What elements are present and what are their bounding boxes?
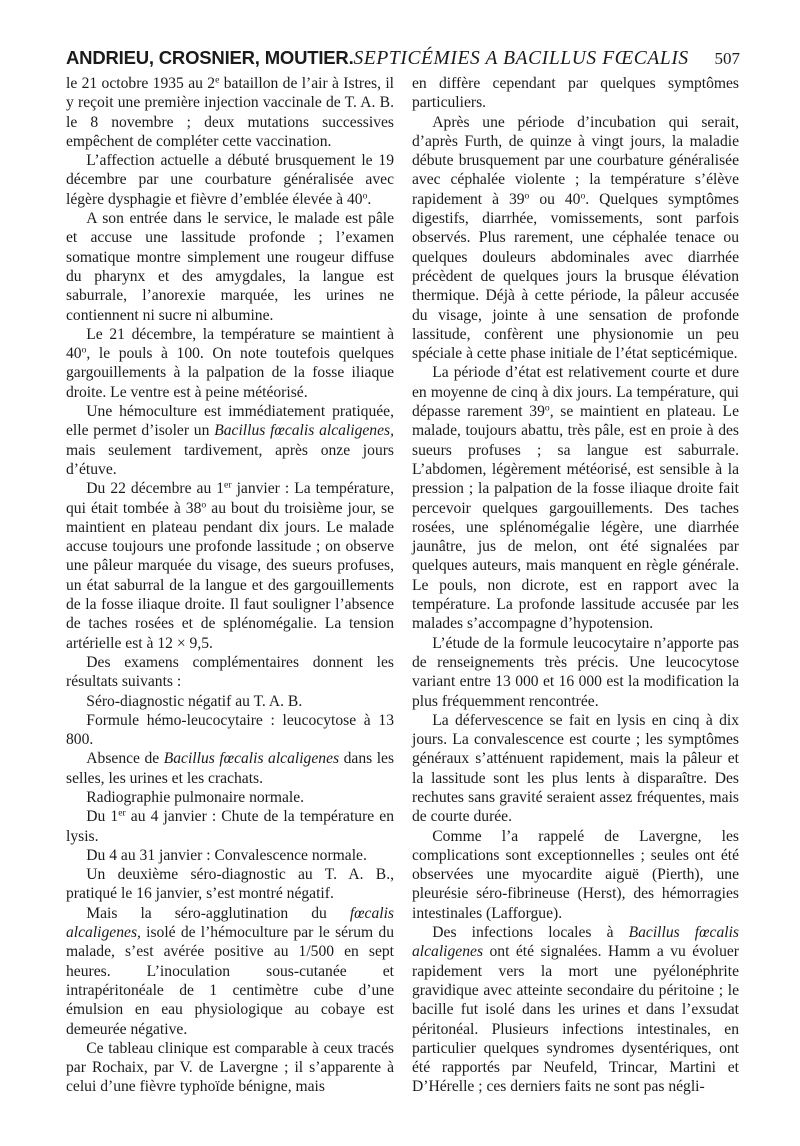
paragraph: Radiographie pulmonaire normale. — [86, 788, 305, 806]
running-head — [66, 40, 740, 76]
paragraph: Un deuxième séro-diagnostic au T. A. B., pratiqué le 16 janvier, s’est montré négatif. — [66, 866, 394, 903]
paragraph: Formule hémo-leucocytaire : leucocytose à 13 800. — [66, 711, 394, 749]
paragraph: le 21 octobre 1935 au 2e bataillon de l’air à Istres, il y reçoit une première injection vaccinale de T. A. B. le 8 novembre ; deux mutations successives empêchent de compléter cette vaccination. — [66, 74, 394, 150]
paragraph: Des examens complémentaires donnent les résultats suivants : — [66, 653, 394, 691]
paragraph: Comme l’a rappelé de Lavergne, les complications sont exceptionnelles ; seules ont été observées une myocardite aiguë (Pierth), une pleurésie séro-fibrineuse (Herst), des hémorragies intestinales (Lafforgue). — [412, 827, 739, 922]
paragraph: Absence de Bacillus fœcalis alcaligenes dans les selles, les urines et les crachats. — [66, 750, 395, 787]
header-article-title: SEPTICÉMIES A BACILLUS FŒCALIS — [353, 48, 689, 69]
paragraph: Du 1er au 4 janvier : Chute de la température en lysis. — [66, 807, 394, 845]
paragraph: Du 22 décembre au 1er janvier : La température, qui était tombée à 38$^o$ au bout du troisième jour, se maintient en plateau pendant dix jours. Le malade accuse toujours une profonde lassitude ; on observe une pâleur marquée du visage, des sueurs profuses, un état saburral de la langue et des gargouillements de la fosse iliaque droite. Il faut souligner l’absence de taches rosées et de splénomégalie. La tension artérielle est à 12 × 9,5. — [66, 479, 394, 652]
paragraph: Une hémoculture est immédiatement pratiquée, elle permet d’isoler un Bacillus fœcalis alcaligenes, mais seulement tardivement, après onze jours d’étuve. — [66, 403, 394, 478]
paragraph: L’étude de la formule leucocytaire n’apporte pas de renseignements très précis. Une leucocytose variant entre 13 000 et 16 000 est la modification la plus fréquemment rencontrée. — [412, 634, 739, 710]
paragraph: Du 4 au 31 janvier : Convalescence normale. — [86, 846, 367, 864]
paragraph: A son entrée dans le service, le malade est pâle et accuse une lassitude profonde ; l’examen somatique montre simplement une rougeur diffuse du pharynx et des amygdales, la langue est saburrale, l’anorexie marquée, les urines ne contiennent ni sucre ni albumine. — [66, 210, 394, 324]
left-column — [66, 74, 394, 1097]
paragraph: L’affection actuelle a débuté brusquement le 19 décembre par une courbature généralisée avec légère dysphagie et fièvre d’emblée élevée à 40$^o$. — [66, 152, 394, 208]
page-number: 507 — [714, 49, 740, 68]
paragraph: Ce tableau clinique est comparable à ceux tracés par Rochaix, par V. de Lavergne ; il s’apparente à celui d’une fièvre typhoïde bénigne, mais — [66, 1039, 394, 1096]
paragraph: La période d’état est relativement courte et dure en moyenne de cinq à dix jours. La température, qui dépasse rarement 39$^o$, se maintient en plateau. Le malade, toujours abattu, très pâle, est en proie à des sueurs profuses ; sa langue est saburrale. L’abdomen, légèrement météorisé, est sensible à la pression ; la palpation de la fosse iliaque droite fait percevoir quelques gargouillements. Des taches rosées, une splénomégalie légère, une diarrhée jaunâtre, jus de melon, ont été signalées par quelques auteurs, mais manquent en règle générale. Le pouls, non dicrote, est en rapport avec la température. La profonde lassitude accusée par les malades s’accompagne d’hypotension. — [412, 364, 739, 633]
paragraph: Séro-diagnostic négatif au T. A. B. — [86, 692, 303, 710]
paragraph: La défervescence se fait en lysis en cinq à dix jours. La convalescence est courte ; les symptômes généraux s’atténuent rapidement, mais la pâleur et la lassitude sont les plus lents à disparaître. Des rechutes sans gravité seraient assez fréquentes, mais de courte durée. — [412, 711, 739, 826]
paragraph: Des infections locales à Bacillus fœcalis alcaligenes ont été signalées. Hamm a vu évoluer rapidement vers la mort une pyélonéphrite gravidique avec atteinte secondaire du péritoine ; le bacille fut isolé dans les urines et dans l’exsudat péritonéal. Plusieurs infections intestinales, en particulier quelques syndromes dysentériques, ont été rapportés par Neufeld, Trincar, Martini et D’Hérelle ; ces derniers faits ne sont pas négli- — [412, 924, 739, 1096]
paragraph: Mais la séro-agglutination du fœcalis alcaligenes, isolé de l’hémoculture par le sérum du malade, s’est avérée positive au 1/500 en sept heures. L’inoculation sous-cutanée et intrapéritonéale de 1 centimètre cube d’une émulsion en eau physiologique au cobaye est demeurée négative. — [66, 904, 394, 1038]
paragraph: en diffère cependant par quelques symptômes particuliers. — [412, 75, 739, 112]
paragraph: Le 21 décembre, la température se maintient à 40$^o$, le pouls à 100. On note toutefois quelques gargouillements à la palpation de la fosse iliaque droite. Le ventre est à peine météorisé. — [66, 325, 394, 401]
paragraph: Après une période d’incubation qui serait, d’après Furth, de quinze à vingt jours, la maladie débute brusquement par une courbature généralisée avec céphalée violente ; la température s’élève rapidement à 39$^o$ ou 40$^o$. Quelques symptômes digestifs, diarrhée, vomissements, sont parfois observés. Plus rarement, une céphalée tenace ou quelques douleurs abdominales avec diarrhée précèdent de quelques jours la brusque élévation thermique. Déjà à cette période, la pâleur accusée du visage, jointe à une sensation de profonde lassitude, confèrent une physionomie un peu spéciale à cette phase initiale de l’état septicémique. — [412, 113, 739, 363]
right-column — [412, 74, 739, 1097]
header-authors: ANDRIEU, CROSNIER, MOUTIER. — [66, 47, 354, 68]
